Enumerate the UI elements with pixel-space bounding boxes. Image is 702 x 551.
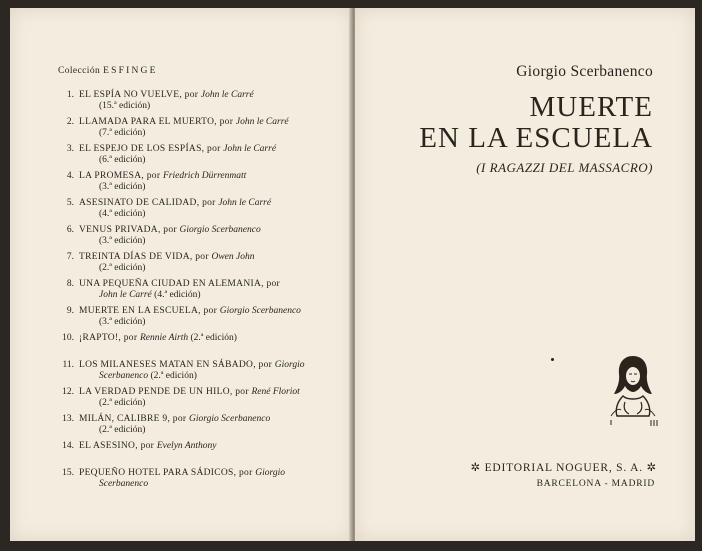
item-author: Giorgio Scerbanenco bbox=[179, 225, 261, 235]
item-second-line bbox=[79, 209, 337, 220]
item-number: 13. bbox=[62, 414, 74, 424]
book-author: Giorgio Scerbanenco bbox=[516, 63, 653, 80]
item-author: John le Carré bbox=[235, 117, 289, 127]
item-author: Giorgio bbox=[274, 360, 305, 370]
item-number: 11. bbox=[62, 360, 74, 370]
item-text bbox=[79, 225, 337, 247]
item-edition: (7.ª edición) bbox=[99, 128, 146, 138]
item-title: EL ESPEJO DE LOS ESPÍAS, por bbox=[79, 144, 224, 154]
collection-name: ESFINGE bbox=[103, 66, 158, 76]
item-number: 1. bbox=[66, 90, 74, 100]
book-title bbox=[419, 92, 653, 154]
item-second-line bbox=[79, 290, 337, 301]
item-author: Rennie Airth bbox=[140, 333, 189, 343]
item-second-line bbox=[79, 128, 337, 139]
item-author-cont: Scerbanenco bbox=[99, 479, 149, 489]
item-edition: (15.ª edición) bbox=[99, 101, 151, 111]
item-edition: (3.ª edición) bbox=[99, 236, 146, 246]
list-item bbox=[52, 306, 337, 333]
item-text bbox=[79, 117, 337, 139]
collection-header bbox=[58, 66, 158, 76]
list-item bbox=[52, 468, 337, 495]
left-page bbox=[10, 8, 353, 541]
item-number: 4. bbox=[66, 171, 74, 181]
item-edition: (2.ª edición) bbox=[99, 398, 146, 408]
item-title: MUERTE EN LA ESCUELA, por bbox=[79, 306, 220, 316]
list-item bbox=[52, 414, 337, 441]
item-number: 10. bbox=[62, 333, 74, 343]
item-text bbox=[79, 279, 337, 301]
item-text bbox=[79, 90, 337, 112]
item-text bbox=[79, 198, 337, 220]
item-author: René Floriot bbox=[251, 387, 300, 397]
item-second-line bbox=[79, 155, 337, 166]
list-item bbox=[52, 387, 337, 414]
item-author-cont: Scerbanenco bbox=[99, 371, 149, 381]
item-second-line bbox=[79, 263, 337, 274]
item-author: Giorgio Scerbanenco bbox=[219, 306, 301, 316]
item-number: 3. bbox=[66, 144, 74, 154]
item-second-line bbox=[79, 371, 337, 382]
item-text bbox=[79, 306, 337, 328]
item-author-cont: John le Carré bbox=[99, 290, 152, 300]
item-title: MILÁN, CALIBRE 9, por bbox=[79, 414, 190, 424]
item-second-line bbox=[79, 317, 337, 328]
list-item bbox=[52, 333, 337, 360]
item-author: John le Carré bbox=[218, 198, 272, 208]
item-number: 12. bbox=[62, 387, 74, 397]
list-item bbox=[52, 252, 337, 279]
item-title: ¡RAPTO!, por bbox=[79, 333, 140, 343]
item-second-line bbox=[79, 479, 337, 490]
item-number: 14. bbox=[62, 441, 74, 451]
item-title: ASESINATO DE CALIDAD, por bbox=[79, 198, 219, 208]
item-author: Giorgio Scerbanenco bbox=[189, 414, 271, 424]
book-subtitle: (I RAGAZZI DEL MASSACRO) bbox=[476, 160, 653, 175]
item-second-line bbox=[79, 101, 337, 112]
list-item bbox=[52, 171, 337, 198]
item-second-line bbox=[79, 236, 337, 247]
ink-speck bbox=[551, 358, 554, 361]
item-author: John le Carré bbox=[200, 90, 254, 100]
item-edition: (2.ª edición) bbox=[148, 371, 197, 381]
item-text bbox=[79, 441, 337, 452]
item-title: PEQUEÑO HOTEL PARA SÁDICOS, por bbox=[79, 468, 256, 478]
item-text bbox=[79, 387, 337, 409]
item-author: Evelyn Anthony bbox=[156, 441, 217, 451]
item-author: Owen John bbox=[211, 252, 255, 262]
list-item bbox=[52, 198, 337, 225]
item-title: LLAMADA PARA EL MUERTO, por bbox=[79, 117, 236, 127]
item-author: Friedrich Dürrenmatt bbox=[162, 171, 247, 181]
item-second-line bbox=[79, 425, 337, 436]
item-second-line bbox=[79, 398, 337, 409]
item-number: 5. bbox=[66, 198, 74, 208]
item-number: 9. bbox=[66, 306, 74, 316]
item-edition-inline: (2.ª edición) bbox=[188, 333, 237, 343]
item-text bbox=[79, 144, 337, 166]
item-edition: (4.ª edición) bbox=[151, 290, 201, 300]
item-number: 6. bbox=[66, 225, 74, 235]
item-second-line bbox=[79, 182, 337, 193]
item-text bbox=[79, 468, 337, 490]
item-text bbox=[79, 252, 337, 274]
item-edition: (3.ª edición) bbox=[99, 317, 146, 327]
collection-prefix: Colección bbox=[58, 66, 101, 76]
item-title: UNA PEQUEÑA CIUDAD EN ALEMANIA, por bbox=[79, 279, 281, 289]
item-text bbox=[79, 171, 337, 193]
list-item bbox=[52, 441, 337, 468]
item-number: 7. bbox=[66, 252, 74, 262]
list-item bbox=[52, 117, 337, 144]
publisher-name: ✲ EDITORIAL NOGUER, S. A. ✲ bbox=[470, 462, 657, 474]
list-item bbox=[52, 360, 337, 387]
item-title: EL ASESINO, por bbox=[79, 441, 157, 451]
item-text bbox=[79, 414, 337, 436]
item-title: LOS MILANESES MATAN EN SÁBADO, por bbox=[79, 360, 275, 370]
item-number: 2. bbox=[66, 117, 74, 127]
item-author: John le Carré bbox=[223, 144, 277, 154]
book-title-line2: EN LA ESCUELA bbox=[419, 122, 653, 154]
right-page bbox=[355, 8, 695, 541]
item-author: Giorgio bbox=[255, 468, 285, 478]
publisher-cities: BARCELONA - MADRID bbox=[536, 479, 655, 489]
item-title: LA VERDAD PENDE DE UN HILO, por bbox=[79, 387, 252, 397]
item-text bbox=[79, 333, 337, 344]
item-title: VENUS PRIVADA, por bbox=[79, 225, 180, 235]
item-title: LA PROMESA, por bbox=[79, 171, 163, 181]
item-number: 8. bbox=[66, 279, 74, 289]
book-list bbox=[52, 90, 337, 495]
list-item bbox=[52, 225, 337, 252]
list-item bbox=[52, 144, 337, 171]
sphinx-logo bbox=[605, 350, 661, 430]
item-edition: (2.ª edición) bbox=[99, 425, 146, 435]
item-edition: (4.ª edición) bbox=[99, 209, 146, 219]
item-edition: (6.ª edición) bbox=[99, 155, 146, 165]
book-title-line1: MUERTE bbox=[529, 91, 653, 123]
item-text bbox=[79, 360, 337, 382]
item-title: EL ESPÍA NO VUELVE, por bbox=[79, 90, 201, 100]
item-title: TREINTA DÍAS DE VIDA, por bbox=[79, 252, 212, 262]
item-edition: (3.ª edición) bbox=[99, 182, 146, 192]
list-item bbox=[52, 279, 337, 306]
item-edition: (2.ª edición) bbox=[99, 263, 146, 273]
item-number: 15. bbox=[62, 468, 74, 478]
list-item bbox=[52, 90, 337, 117]
